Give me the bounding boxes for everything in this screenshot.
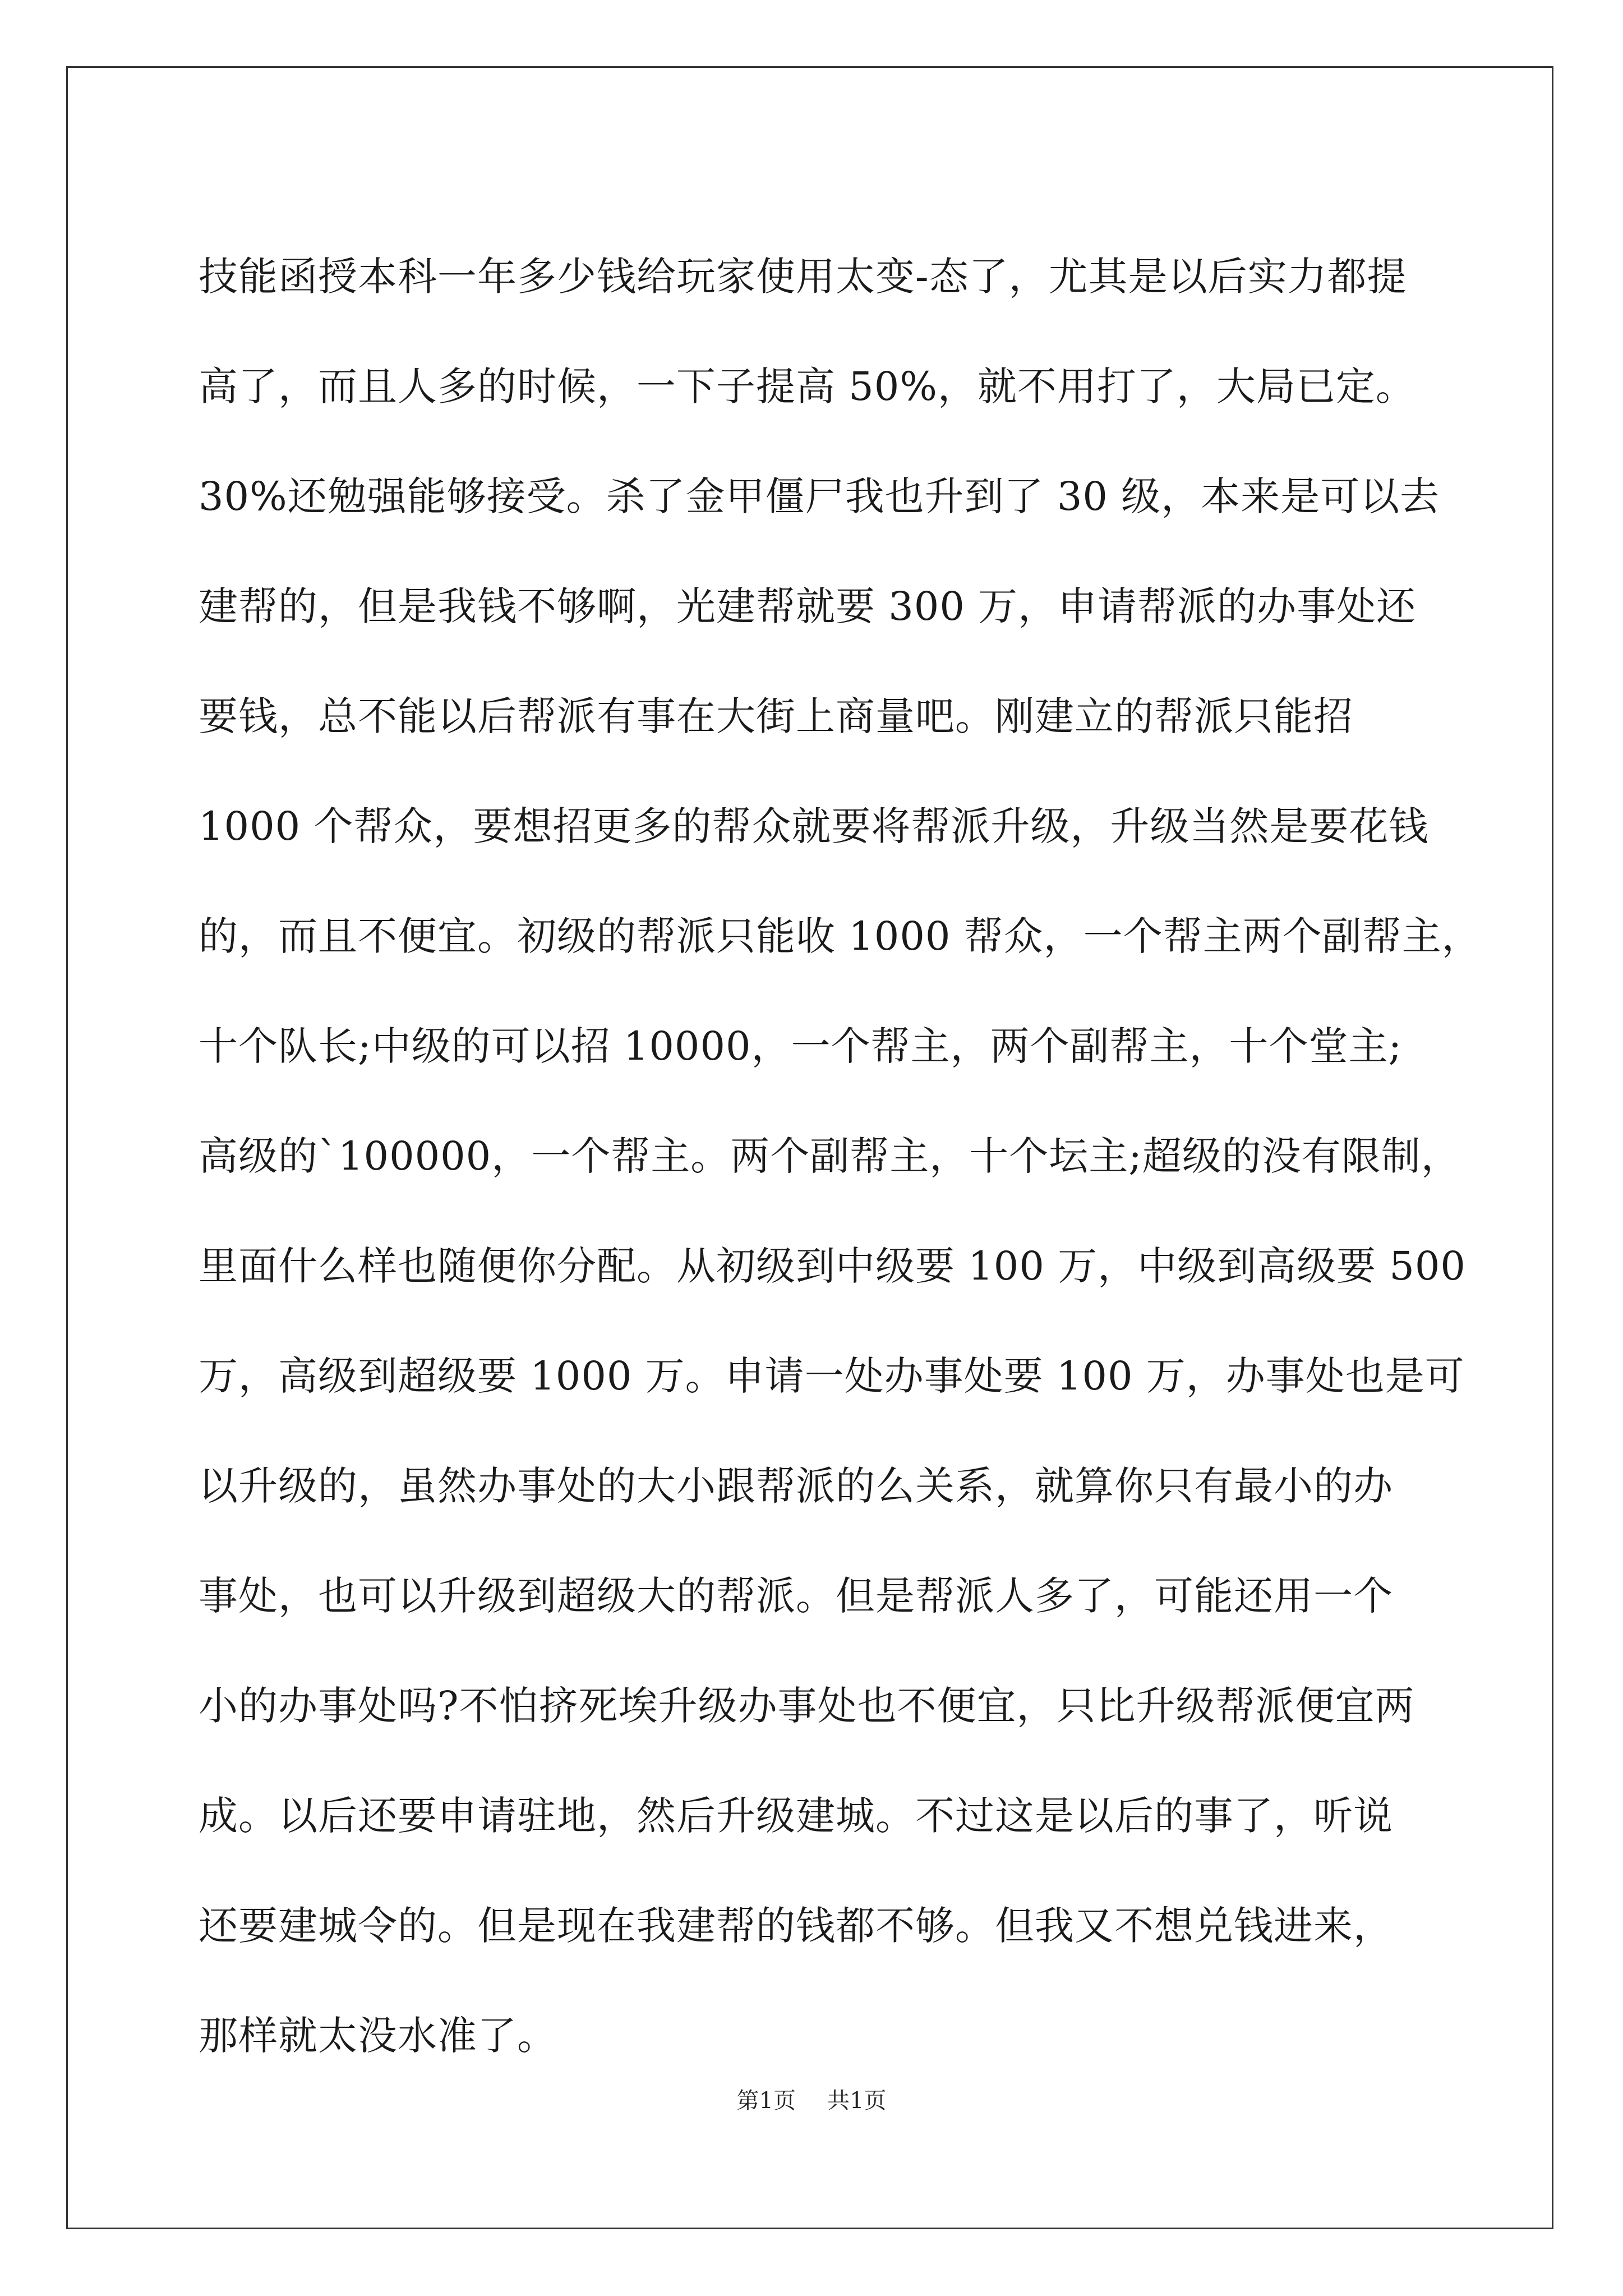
text-line: 小的办事处吗?不怕挤死埃升级办事处也不便宜，只比升级帮派便宜两 [199,1683,1415,1729]
text-line: 里面什么样也随便你分配。从初级到中级要 100 万，中级到高级要 500 [199,1243,1466,1289]
document-body [199,222,1482,2091]
text-line: 成。以后还要申请驻地，然后升级建城。不过这是以后的事了，听说 [199,1793,1393,1839]
text-line: 技能函授本科一年多少钱给玩家使用太变-态了，尤其是以后实力都提 [199,254,1407,300]
page-number: 第1页 [736,2088,796,2114]
text-line: 1000 个帮众，要想招更多的帮众就要将帮派升级，升级当然是要花钱 [199,803,1429,849]
text-line: 30%还勉强能够接受。杀了金甲僵尸我也升到了 30 级，本来是可以去 [199,473,1440,519]
text-line: 万，高级到超级要 1000 万。申请一处办事处要 100 万，办事处也是可 [199,1353,1465,1399]
text-line: 十个队长;中级的可以招 10000，一个帮主，两个副帮主，十个堂主; [199,1023,1403,1069]
text-line: 事处，也可以升级到超级大的帮派。但是帮派人多了，可能还用一个 [199,1573,1393,1619]
text-line: 建帮的，但是我钱不够啊，光建帮就要 300 万，申请帮派的办事处还 [199,583,1417,629]
text-line: 要钱，总不能以后帮派有事在大街上商量吧。刚建立的帮派只能招 [199,693,1353,739]
text-line: 高级的`100000，一个帮主。两个副帮主，十个坛主;超级的没有限制， [199,1133,1461,1179]
page-total: 共1页 [827,2088,887,2114]
text-line: 高了，而且人多的时候，一下子提高 50%，就不用打了，大局已定。 [199,364,1415,409]
text-line: 的，而且不便宜。初级的帮派只能收 1000 帮众，一个帮主两个副帮主， [199,913,1482,959]
text-line: 那样就太没水准了。 [199,2013,557,2059]
page-footer [0,2084,1623,2118]
text-line: 还要建城令的。但是现在我建帮的钱都不够。但我又不想兑钱进来， [199,1903,1393,1949]
text-line: 以升级的，虽然办事处的大小跟帮派的么关系，就算你只有最小的办 [199,1463,1393,1509]
